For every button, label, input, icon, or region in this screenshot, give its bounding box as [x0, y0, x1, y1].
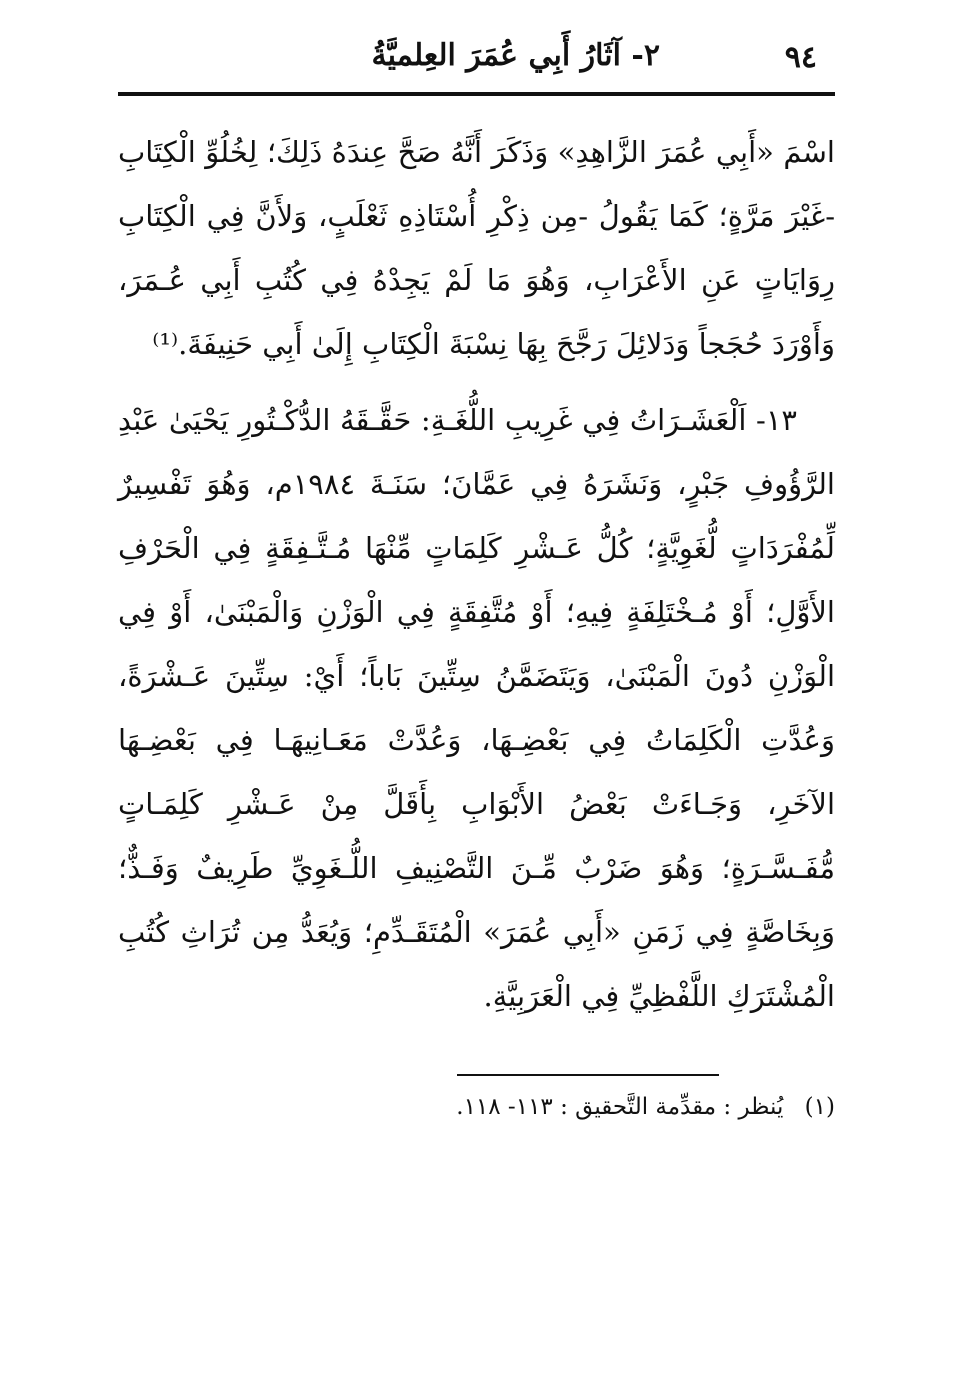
- paragraph-item-13: ١٣- اَلْعَشَـرَاتُ فِي غَرِيبِ اللُّغَـةِ: حَقَّـقَهُ الدُّكْـتُورِ يَحْيَىٰ عَبْدِ الرَّؤُوفِ جَبْرٍ، وَنَشَرَهُ فِي عَمَّانَ؛ سَنَـةَ ١٩٨٤م، وَهُوَ تَفْسِيرٌ لِّمُفْرَدَاتٍ لُّغَوِيَّةٍ؛ كُلُّ عَـشْرِ كَلِمَاتٍ مِّنْهَا مُـتَّـفِقَةٍ فِي الْحَرْفِ الأَوَّلِ؛ أَوْ مُـخْتَلِفَةٍ فِيهِ؛ أَوْ مُتَّفِقَةٍ فِي الْوَزْنِ وَالْمَبْنَىٰ، أَوْ فِي الْوَزْنِ دُونَ الْمَبْنَىٰ، وَيَتَضَمَّنُ سِتِّينَ بَاباً؛ أَيْ: سِتِّينَ عَـشْرَةً، وَعُدَّتِ الْكَلِمَاتُ فِي بَعْضِـهَا، وَعُدَّتْ مَعَـانِيهَـا فِي بَعْضِـهَا الآخَرِ، وَجَـاءَتْ بَعْضُ الأَبْوَابِ بِأَقَلَّ مِنْ عَـشْرِ كَلِمَـاتٍ مُّفَـسَّـرَةٍ؛ وَهُوَ ضَرْبٌ مِّـنَ التَّصْنِيفِ اللُّـغَوِيِّ طَرِيفٌ وَفَـذٌّ؛ وَبِخَاصَّةٍ فِي زَمَنِ «أَبِي عُمَرَ» الْمُتَقَـدِّمِ؛ وَيُعَدُّ مِن تُرَاثِ كُتُبِ الْمُشْتَرَكِ اللَّفْظِيِّ فِي الْعَرَبِيَّةِ.: [118, 403, 835, 1013]
- running-head: [118, 30, 835, 90]
- footnote-text: يُنظر : مقدِّمة التَّحقيق : ١١٣- ١١٨.: [456, 1094, 784, 1120]
- paragraph-continuation: اسْمَ «أَبِي عُمَرَ الزَّاهِدِ» وَذَكَرَ أَنَّهُ صَحَّ عِندَهُ ذَلِكَ؛ لِخُلُوِّ الْكِتَابِ -غَيْرَ مَرَّةٍ؛ كَمَا يَقُولُ -مِن ذِكْرِ أُسْتَاذِهِ ثَعْلَبٍ، وَلأَنَّ فِي الْكِتَابِ رِوَايَاتٍ عَنِ الأَعْرَابِ، وَهُوَ مَا لَمْ يَجِدْهُ فِي كُتُبِ أَبِي عُـمَرَ، وَأَوْرَدَ حُجَجاً وَدَلائِلَ رَجَّحَ بِهَا نِسْبَةَ الْكِتَابِ إِلَىٰ أَبِي حَنِيفَةَ.⁽¹⁾: [118, 135, 835, 361]
- footnote-separator: [457, 1074, 719, 1076]
- running-title: ٢- آثَارُ أَبِي عُمَرَ العِلميَّةُ: [371, 38, 660, 73]
- body-text: [118, 120, 835, 1028]
- book-page: [118, 30, 835, 1028]
- footnote: [456, 1094, 835, 1120]
- footnote-marker: (١): [804, 1094, 835, 1120]
- page-number: ٩٤: [784, 40, 817, 75]
- header-rule: [118, 92, 835, 96]
